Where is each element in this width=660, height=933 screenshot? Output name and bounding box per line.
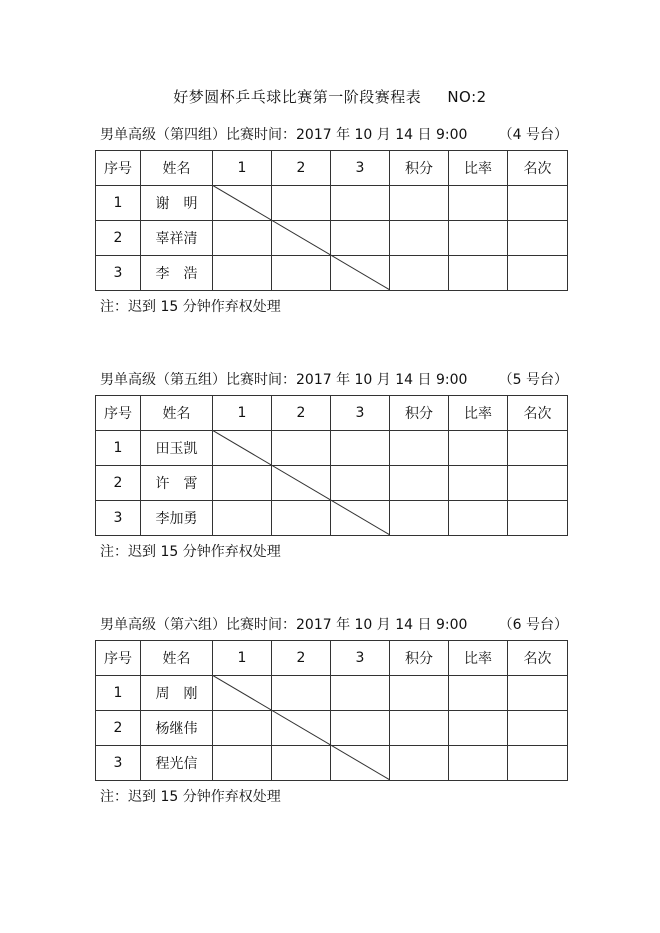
header-opponent-1: 1 [213, 641, 272, 676]
table-row [96, 431, 568, 466]
group-heading-text: 男单高级（第六组）比赛时间：2017 年 10 月 14 日 9:00 [100, 617, 468, 633]
score-cell[interactable] [272, 501, 331, 536]
header-row [96, 396, 568, 431]
header-opponent-1: 1 [213, 396, 272, 431]
player-name: 辜祥清 [141, 221, 213, 256]
player-name: 田玉凯 [141, 431, 213, 466]
header-rank: 名次 [508, 151, 568, 186]
document-number: NO:2 [447, 88, 487, 106]
points-cell[interactable] [390, 431, 449, 466]
points-cell[interactable] [390, 676, 449, 711]
player-seq: 1 [96, 676, 141, 711]
score-cell[interactable] [213, 676, 272, 711]
rank-cell[interactable] [508, 256, 568, 291]
ratio-cell[interactable] [449, 711, 508, 746]
group-heading-text: 男单高级（第五组）比赛时间：2017 年 10 月 14 日 9:00 [100, 372, 468, 388]
header-ratio: 比率 [449, 151, 508, 186]
table-row [96, 501, 568, 536]
points-cell[interactable] [390, 221, 449, 256]
rank-cell[interactable] [508, 431, 568, 466]
score-cell[interactable] [331, 711, 390, 746]
header-opponent-1: 1 [213, 151, 272, 186]
schedule-table [95, 395, 568, 536]
points-cell[interactable] [390, 746, 449, 781]
header-opponent-3: 3 [331, 396, 390, 431]
document-title [0, 86, 660, 107]
table-row [96, 466, 568, 501]
group-heading [100, 369, 580, 389]
player-seq: 2 [96, 711, 141, 746]
ratio-cell[interactable] [449, 186, 508, 221]
score-cell[interactable] [213, 431, 272, 466]
schedule-table [95, 640, 568, 781]
header-opponent-2: 2 [272, 396, 331, 431]
score-cell[interactable] [331, 221, 390, 256]
header-row [96, 151, 568, 186]
header-name: 姓名 [141, 396, 213, 431]
rank-cell[interactable] [508, 186, 568, 221]
header-rank: 名次 [508, 641, 568, 676]
ratio-cell[interactable] [449, 501, 508, 536]
score-cell[interactable] [213, 221, 272, 256]
rank-cell[interactable] [508, 676, 568, 711]
ratio-cell[interactable] [449, 431, 508, 466]
player-seq: 1 [96, 186, 141, 221]
table-number: （6 号台） [498, 617, 568, 633]
ratio-cell[interactable] [449, 221, 508, 256]
table-row [96, 256, 568, 291]
header-opponent-3: 3 [331, 151, 390, 186]
score-cell[interactable] [213, 746, 272, 781]
score-cell[interactable] [272, 466, 331, 501]
header-points: 积分 [390, 641, 449, 676]
table-row [96, 221, 568, 256]
player-seq: 2 [96, 221, 141, 256]
score-cell[interactable] [331, 746, 390, 781]
score-cell[interactable] [272, 676, 331, 711]
player-name: 程光信 [141, 746, 213, 781]
score-cell[interactable] [331, 431, 390, 466]
score-cell[interactable] [213, 711, 272, 746]
player-seq: 1 [96, 431, 141, 466]
player-name: 李加勇 [141, 501, 213, 536]
score-cell[interactable] [331, 186, 390, 221]
score-cell[interactable] [331, 466, 390, 501]
late-note: 注：迟到 15 分钟作弃权处理 [100, 299, 281, 315]
rank-cell[interactable] [508, 711, 568, 746]
score-cell[interactable] [331, 256, 390, 291]
player-seq: 2 [96, 466, 141, 501]
title-text: 好梦圆杯乒乓球比赛第一阶段赛程表 [173, 88, 422, 106]
header-opponent-2: 2 [272, 641, 331, 676]
rank-cell[interactable] [508, 746, 568, 781]
table-row [96, 746, 568, 781]
header-seq: 序号 [96, 396, 141, 431]
points-cell[interactable] [390, 466, 449, 501]
header-opponent-3: 3 [331, 641, 390, 676]
late-note: 注：迟到 15 分钟作弃权处理 [100, 544, 281, 560]
header-ratio: 比率 [449, 641, 508, 676]
schedule-table [95, 150, 568, 291]
points-cell[interactable] [390, 256, 449, 291]
player-name: 杨继伟 [141, 711, 213, 746]
header-seq: 序号 [96, 641, 141, 676]
group-heading [100, 124, 580, 144]
group-heading-text: 男单高级（第四组）比赛时间：2017 年 10 月 14 日 9:00 [100, 127, 468, 143]
header-ratio: 比率 [449, 396, 508, 431]
player-name: 许 霄 [141, 466, 213, 501]
header-opponent-2: 2 [272, 151, 331, 186]
header-row [96, 641, 568, 676]
ratio-cell[interactable] [449, 466, 508, 501]
table-row [96, 711, 568, 746]
score-cell[interactable] [331, 501, 390, 536]
player-seq: 3 [96, 256, 141, 291]
header-points: 积分 [390, 396, 449, 431]
points-cell[interactable] [390, 186, 449, 221]
score-cell[interactable] [272, 431, 331, 466]
header-points: 积分 [390, 151, 449, 186]
rank-cell[interactable] [508, 501, 568, 536]
score-cell[interactable] [272, 186, 331, 221]
player-name: 李 浩 [141, 256, 213, 291]
score-cell[interactable] [272, 256, 331, 291]
player-seq: 3 [96, 746, 141, 781]
header-seq: 序号 [96, 151, 141, 186]
points-cell[interactable] [390, 711, 449, 746]
points-cell[interactable] [390, 501, 449, 536]
header-name: 姓名 [141, 641, 213, 676]
score-cell[interactable] [272, 711, 331, 746]
score-cell[interactable] [331, 676, 390, 711]
late-note: 注：迟到 15 分钟作弃权处理 [100, 789, 281, 805]
rank-cell[interactable] [508, 466, 568, 501]
score-cell[interactable] [213, 256, 272, 291]
table-number: （4 号台） [498, 127, 568, 143]
table-number: （5 号台） [498, 372, 568, 388]
rank-cell[interactable] [508, 221, 568, 256]
ratio-cell[interactable] [449, 676, 508, 711]
score-cell[interactable] [213, 466, 272, 501]
score-cell[interactable] [213, 501, 272, 536]
header-rank: 名次 [508, 396, 568, 431]
player-name: 周 刚 [141, 676, 213, 711]
score-cell[interactable] [213, 186, 272, 221]
player-seq: 3 [96, 501, 141, 536]
header-name: 姓名 [141, 151, 213, 186]
table-row [96, 676, 568, 711]
player-name: 谢 明 [141, 186, 213, 221]
ratio-cell[interactable] [449, 256, 508, 291]
score-cell[interactable] [272, 746, 331, 781]
group-heading [100, 614, 580, 634]
score-cell[interactable] [272, 221, 331, 256]
ratio-cell[interactable] [449, 746, 508, 781]
table-row [96, 186, 568, 221]
